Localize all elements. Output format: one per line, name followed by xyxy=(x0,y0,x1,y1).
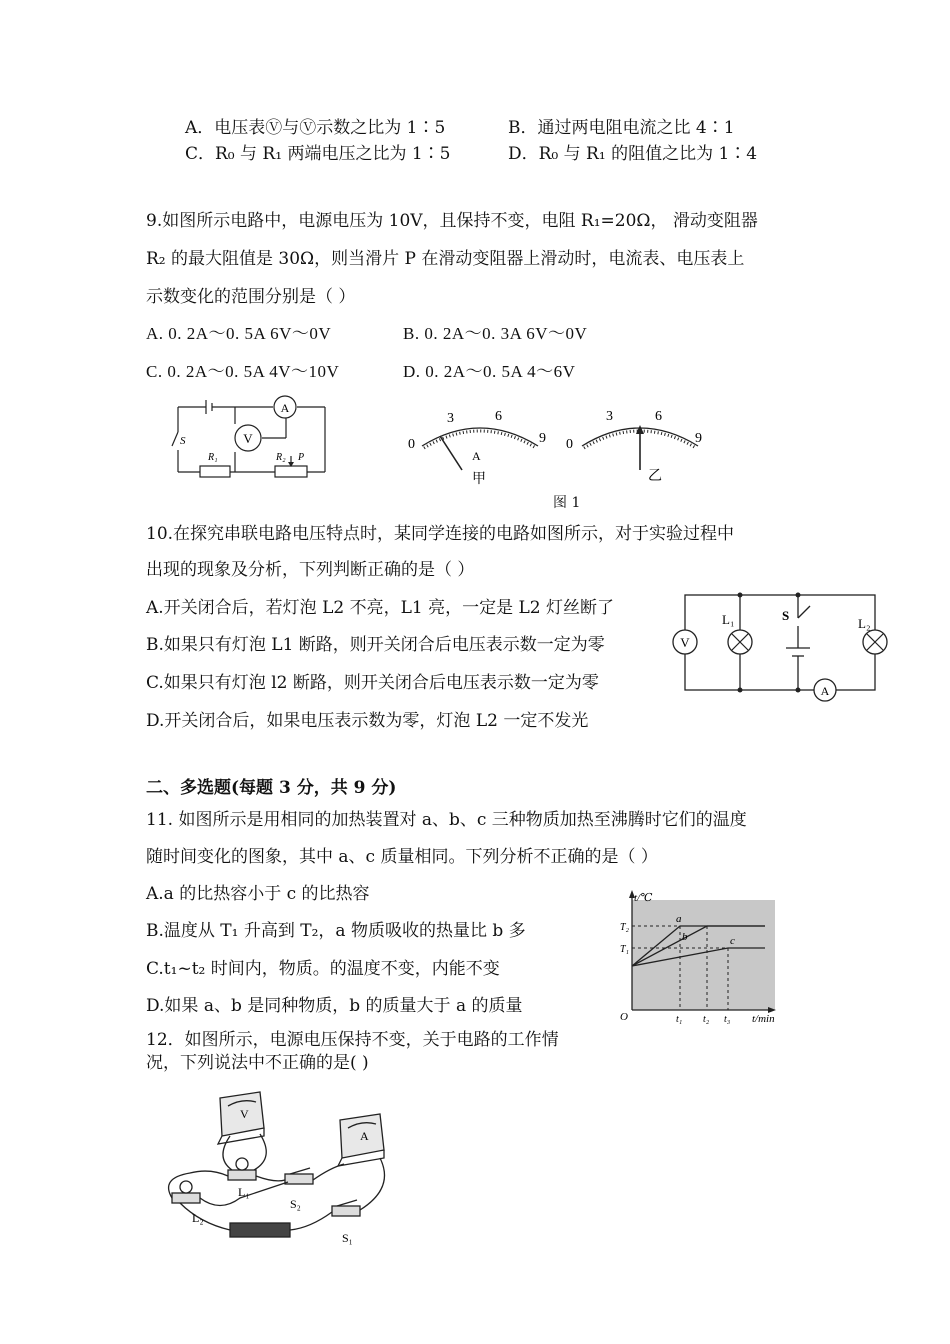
q9-voltmeter-label: V xyxy=(243,431,253,446)
q12-ammeter-label: A xyxy=(360,1129,369,1143)
q10-option-c: C.如果只有灯泡 l2 断路，则开关闭合后电压表示数一定为零 xyxy=(146,673,599,693)
graph-tick-t1: t₁ xyxy=(676,1014,683,1025)
q11-option-c: C.t₁~t₂ 时间内，物质。的温度不变，内能不变 xyxy=(146,959,500,979)
q9-option-a: A. 0. 2A～0. 5A 6V～0V xyxy=(146,324,332,343)
q10-stem-line1: 10.在探究串联电路电压特点时，某同学连接的电路如图所示，对于实验过程中 xyxy=(146,524,735,544)
q10-option-a: A.开关闭合后，若灯泡 L2 不亮，L1 亮，一定是 L2 灯丝断了 xyxy=(146,598,615,618)
q10-voltmeter-label: V xyxy=(680,635,690,650)
q12-circuit-illustration xyxy=(160,1088,420,1258)
graph-origin: O xyxy=(620,1011,628,1023)
graph-tick-t2: t₂ xyxy=(703,1014,710,1025)
meter2-caption: 乙 xyxy=(648,469,662,484)
q10-option-d: D.开关闭合后，如果电压表示数为零，灯泡 L2 一定不发光 xyxy=(146,711,589,731)
meter1-needle xyxy=(440,436,462,470)
meter1-unit: A xyxy=(472,449,481,463)
meter1-caption: 甲 xyxy=(472,472,486,487)
q10-lamp-l1-label: L₁ xyxy=(722,612,735,627)
q11-option-b: B.温度从 T₁ 升高到 T₂，a 物质吸收的热量比 b 多 xyxy=(146,921,526,941)
section-2-title: 二、多选题(每题 3 分，共 9 分) xyxy=(146,778,397,798)
meter2-tick-3: 3 xyxy=(606,409,613,424)
q10-ammeter-label: A xyxy=(820,684,830,698)
q9-option-b: B. 0. 2A～0. 3A 6V～0V xyxy=(403,324,588,343)
q12-voltmeter-label: V xyxy=(240,1107,249,1121)
curve-b-label: b xyxy=(682,931,688,943)
q12-switch-s1-label: S₁ xyxy=(342,1231,353,1245)
q9-circuit-diagram xyxy=(160,392,335,482)
q8-option-a: A．电压表Ⓥ与Ⓥ示数之比为 1∶5 xyxy=(185,118,446,138)
q9-stem-line3: 示数变化的范围分别是（ ） xyxy=(146,287,356,307)
q8-option-c: C．R₀ 与 R₁ 两端电压之比为 1∶5 xyxy=(185,144,451,164)
q8-option-b: B．通过两电阻电流之比 4∶1 xyxy=(508,118,735,138)
figure-1-caption: 图 1 xyxy=(553,495,581,511)
q11-temperature-graph xyxy=(620,888,780,1028)
q12-lamp-l2-label: L₂ xyxy=(192,1211,204,1225)
q9-meter-yi xyxy=(560,400,720,490)
q8-option-d: D．R₀ 与 R₁ 的阻值之比为 1∶4 xyxy=(508,144,758,164)
q9-r1-label: R₁ xyxy=(208,452,218,463)
q9-slider-label: P xyxy=(298,452,305,463)
q10-circuit-diagram xyxy=(670,590,885,705)
q10-lamp-l2-label: L₂ xyxy=(858,616,871,631)
graph-t1-label: T₁ xyxy=(620,944,630,955)
meter1-tick-3: 3 xyxy=(447,411,454,426)
q9-option-d: D. 0. 2A～0. 5A 4～6V xyxy=(403,362,576,381)
graph-y-label: t/℃ xyxy=(634,892,653,904)
curve-a-label: a xyxy=(676,913,682,925)
q11-stem-line2: 随时间变化的图象，其中 a、c 质量相同。下列分析不正确的是（ ） xyxy=(146,847,658,867)
q10-stem-line2: 出现的现象及分析，下列判断正确的是（ ） xyxy=(146,560,475,580)
q9-meter-jia xyxy=(400,400,560,490)
graph-tick-t3: t₃ xyxy=(724,1014,731,1025)
q10-switch-label: S xyxy=(782,608,790,623)
q9-switch-label: S xyxy=(180,435,186,447)
q12-stem-line1: 12．如图所示，电源电压保持不变，关于电路的工作情 xyxy=(146,1030,559,1050)
q12-lamp-l1-label: L₁ xyxy=(238,1185,250,1199)
q9-option-c: C. 0. 2A～0. 5A 4V～10V xyxy=(146,362,340,381)
meter2-tick-9: 9 xyxy=(695,431,702,446)
graph-x-label: t/min xyxy=(752,1013,775,1025)
q11-option-a: A.a 的比热容小于 c 的比热容 xyxy=(146,884,370,904)
graph-t2-label: T₂ xyxy=(620,922,630,933)
q11-option-d: D.如果 a、b 是同种物质，b 的质量大于 a 的质量 xyxy=(146,996,523,1016)
meter1-tick-9: 9 xyxy=(539,431,546,446)
q9-ammeter-label: A xyxy=(280,401,290,415)
meter2-tick-6: 6 xyxy=(655,409,662,424)
q12-switch-s2-label: S₂ xyxy=(290,1197,301,1211)
meter1-tick-0: 0 xyxy=(408,437,415,452)
q10-option-b: B.如果只有灯泡 L1 断路，则开关闭合后电压表示数一定为零 xyxy=(146,635,605,655)
q9-stem-line2: R₂ 的最大阻值是 30Ω，则当滑片 P 在滑动变阻器上滑动时，电流表、电压表上 xyxy=(146,249,745,269)
q9-r2-label: R₂ xyxy=(276,452,286,463)
curve-c-label: c xyxy=(730,935,735,947)
q9-stem-line1: 9.如图所示电路中，电源电压为 10V，且保持不变，电阻 R₁=20Ω， 滑动变阻器 xyxy=(146,211,758,231)
q12-stem-line2: 况，下列说法中不正确的是( ) xyxy=(146,1053,369,1073)
meter1-tick-6: 6 xyxy=(495,409,502,424)
meter2-tick-0: 0 xyxy=(566,437,573,452)
q11-stem-line1: 11. 如图所示是用相同的加热装置对 a、b、c 三种物质加热至沸腾时它们的温度 xyxy=(146,810,747,830)
